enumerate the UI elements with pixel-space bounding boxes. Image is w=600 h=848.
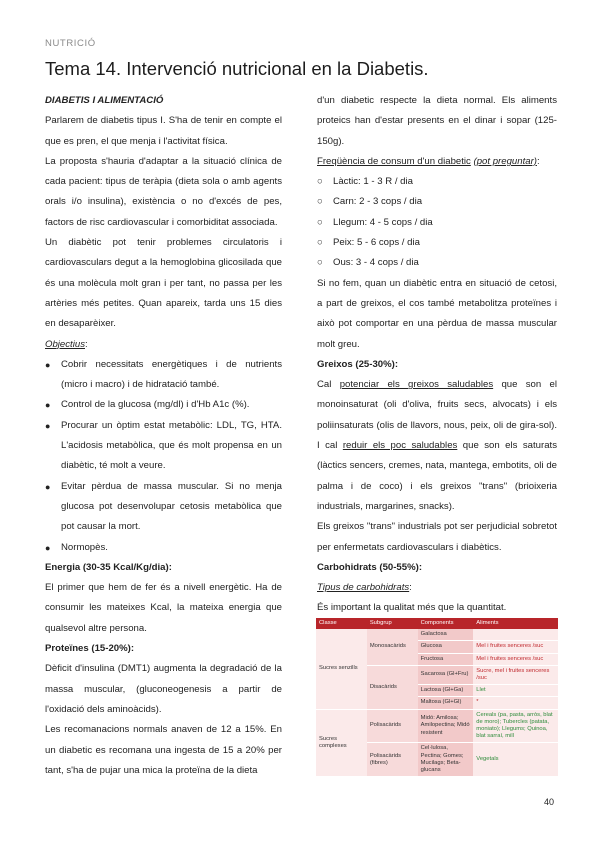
table-cell: Sucre, mel i fruites senceres /suc <box>473 665 558 684</box>
list-item: ● Evitar pèrdua de massa muscular. Si no menja glucosa pot desenvolupar cetosis metabòlica que pot causar la mort. <box>45 477 282 538</box>
paragraph: Si no fem, quan un diabètic entra en situació de cetosi, a part de greixos, el cos també metabolitza proteïnes i això pot comportar en una pèrdua de massa muscular molt greu. <box>317 277 557 350</box>
table-cell: Galactosa <box>418 629 474 641</box>
paragraph: Un diabètic pot tenir problemes circulatoris i cardiovasculars degut a la hemoglobina glicosilada que és una molècula molt gran i per tant, no passa per les artèries més petites. Quan apareix, tarda uns 15 dies en desaparèixer. <box>45 237 282 330</box>
table-row <box>316 709 558 743</box>
list-item: ● Cobrir necessitats energètiques i de nutrients (micro i macro) i de hidratació també. <box>45 355 282 396</box>
table-header-row <box>316 618 558 629</box>
table-header: Components <box>418 618 474 629</box>
paragraph: d'un diabetic respecte la dieta normal. Els aliments proteics han d'estar presents en el dinar i sopar (125-150g). <box>317 95 557 147</box>
table-cell: Cel·lulosa, Pectina; Gomes; Mucilags; Beta-glucans <box>418 743 474 777</box>
objectius-list <box>45 355 282 558</box>
table-cell: Sacarosa (Gl+Fru) <box>418 665 474 684</box>
list-item: ○ Carn: 2 - 3 cops / dia <box>317 192 557 212</box>
table-cell: Monosacàrids <box>367 629 418 665</box>
table-header: Aliments <box>473 618 558 629</box>
left-column <box>45 91 282 781</box>
list-item: ○ Peix: 5 - 6 cops / dia <box>317 233 557 253</box>
table-cell: Glucosa <box>418 641 474 653</box>
table-header: Classe <box>316 618 367 629</box>
table-cell: Fructosa <box>418 653 474 665</box>
table-cell: Midó: Amilosa; Amilopectina; Midó resistent <box>418 709 474 743</box>
table-cell: Sucres complexes <box>316 709 367 777</box>
list-item: ○ Ous: 3 - 4 cops / dia <box>317 253 557 273</box>
table-cell: * <box>473 697 558 709</box>
table-cell <box>473 629 558 641</box>
list-item: ○ Llegum: 4 - 5 cops / dia <box>317 213 557 233</box>
paragraph: Parlarem de diabetis tipus I. S'ha de tenir en compte el que es pren, el que menja i l'activitat física. <box>45 115 282 147</box>
paragraph: Les recomanacions normals anaven de 12 a 15%. En un diabetic es recomana una ingesta de 15 a 20% per tant, s'ha de pujar una mica la proteïna de la dieta <box>45 724 282 776</box>
frequencia-list <box>317 172 557 273</box>
table-cell: Vegetals <box>473 743 558 777</box>
table-cell: Disacàrids <box>367 665 418 709</box>
paragraph: Els greixos "trans" industrials pot ser perjudicial sobretot per enfermetats cardiovasculars i diabètics. <box>317 521 557 553</box>
carbohidrats-heading: Carbohidrats (50-55%): <box>317 561 423 573</box>
table-header: Subgrup <box>367 618 418 629</box>
paragraph: Cal potenciar els greixos saludables que son el monoinsaturat (oli d'oliva, fruits secs, alvocats) i els poliinsaturats (olis de llavors, nous, peix, oli de gira-sol). I cal reduir els poc saludables que son els saturats (làctics sencers, cremes, nata, mantega, embotits, oli de palma i de coco) i els greixos "trans" (brioixeria industrials, margarines, snacks). <box>317 379 557 512</box>
table-cell: Mel i fruites senceres /suc <box>473 641 558 653</box>
frequencia-heading: Freqüència de consum d'un diabetic (pot preguntar): <box>317 155 540 167</box>
objectius-heading: Objectius: <box>45 338 88 350</box>
page-title: Tema 14. Intervenció nutricional en la Diabetis. <box>45 58 429 79</box>
right-column <box>317 91 557 619</box>
list-item: ○ Làctic: 1 - 3 R / dia <box>317 172 557 192</box>
section-header: NUTRICIÓ <box>45 38 96 49</box>
list-item: ● Control de la glucosa (mg/dl) i d'Hb A1c (%). <box>45 395 282 415</box>
table-cell: Mel i fruites senceres /suc <box>473 653 558 665</box>
energia-heading: Energia (30-35 Kcal/Kg/dia): <box>45 561 172 573</box>
table-cell: Polisacàrids (fibres) <box>367 743 418 777</box>
table-cell: Lactosa (Gl+Ga) <box>418 685 474 697</box>
table-cell: Maltosa (Gl+Gl) <box>418 697 474 709</box>
table-cell: Llet <box>473 685 558 697</box>
section-heading: DIABETIS I ALIMENTACIÓ <box>45 95 164 106</box>
proteines-heading: Proteïnes (15-20%): <box>45 643 135 655</box>
table-cell: Polisacàrids <box>367 709 418 743</box>
paragraph: Dèficit d'insulina (DMT1) augmenta la degradació de la massa muscular, (gluconeogenesis a partir de l'oxidació dels aminoàcids). <box>45 663 282 715</box>
carbohydrate-table <box>316 618 558 777</box>
paragraph: El primer que hem de fer és a nivell energètic. Ha de consumir les mateixes Kcal, la mateixa energia que qualsevol altre persona. <box>45 582 282 634</box>
table-cell: Sucres senzills <box>316 629 367 709</box>
page-number: 40 <box>544 797 555 807</box>
table-row <box>316 629 558 641</box>
table-cell: Cereals (pa, pasta, arròs, blat de moro); Tubercles (patata, moniato); Llegums; Quinoa, blat sarraí, mill <box>473 709 558 743</box>
greixos-heading: Greixos (25-30%): <box>317 358 399 370</box>
tipus-heading: Tipus de carbohidrats: <box>317 582 412 594</box>
list-item: ● Normopès. <box>45 538 282 558</box>
list-item: ● Procurar un òptim estat metabòlic: LDL, TG, HTA. L'acidosis metabòlica, que és molt propensa en un diabètic, té molt a veure. <box>45 416 282 477</box>
paragraph: La proposta s'hauria d'adaptar a la situació clínica de cada pacient: tipus de teràpia (dieta sola o amb agents orals i/o insulina), existència o no d'excés de pes, factors de risc cardiovascular i comorbiditat associada. <box>45 155 282 228</box>
paragraph: És important la qualitat més que la quantitat. <box>317 602 507 614</box>
